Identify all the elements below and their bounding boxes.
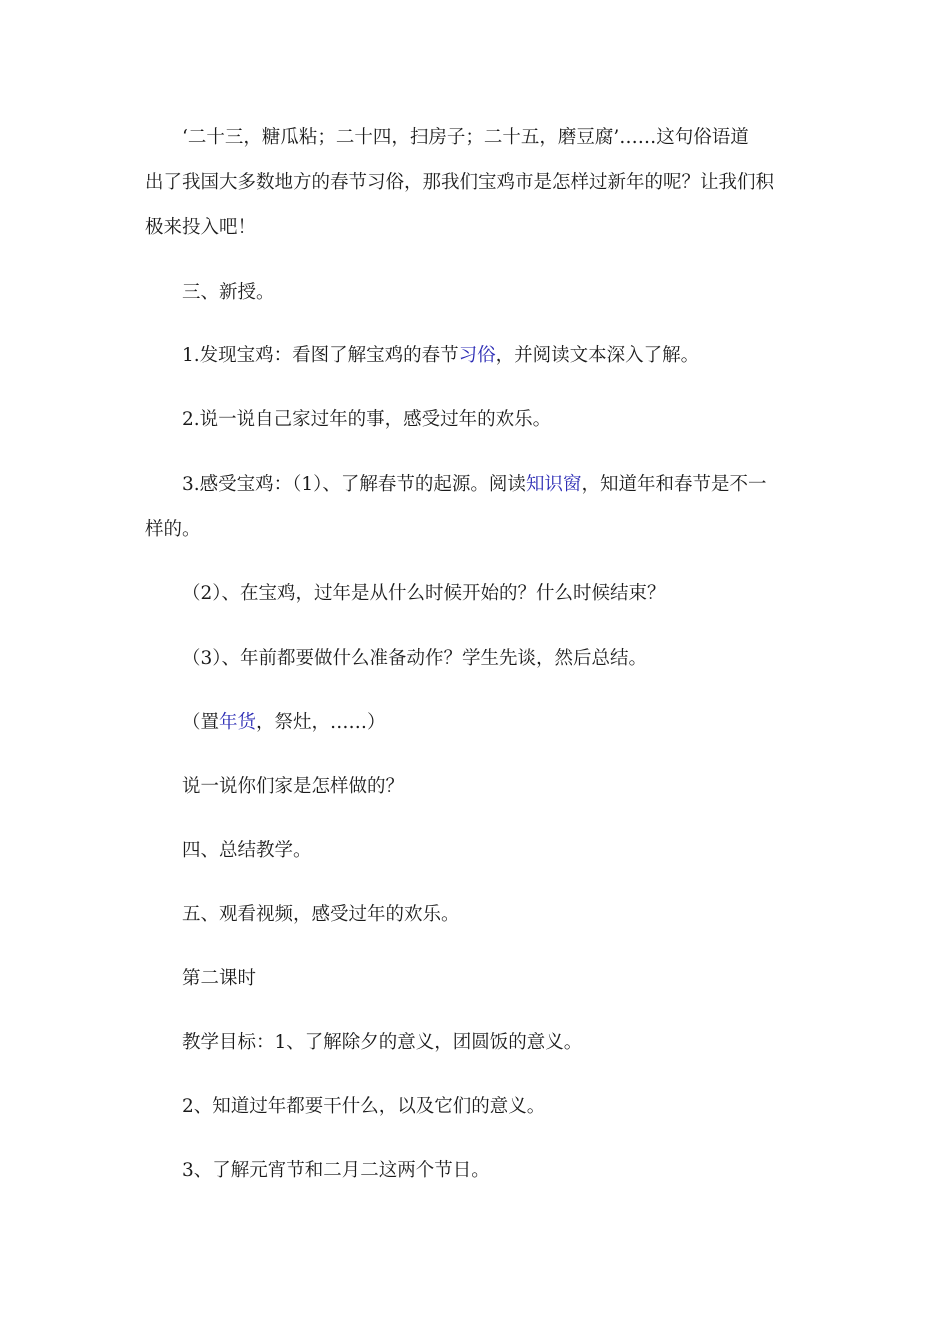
new-year-goods-link[interactable]: 年货 — [219, 712, 257, 733]
teaching-goal-2: 2、知道过年都要干什么，以及它们的意义。 — [182, 1096, 546, 1117]
preparation-note — [182, 700, 847, 745]
item3-continuation: 样的。 — [145, 519, 201, 540]
intro-paragraph — [182, 115, 847, 160]
item-feel-baoji — [182, 462, 847, 507]
item3-text-after: ，知道年和春节是不一 — [581, 474, 767, 495]
intro-line-3: 极来投入吧！ — [145, 217, 257, 238]
item-talk-about-new-year: 2.说一说自己家过年的事，感受过年的欢乐。 — [182, 409, 552, 430]
prep-text-before: （置 — [182, 712, 220, 733]
item1-text-before: 1.发现宝鸡：看图了解宝鸡的春节 — [182, 345, 459, 366]
intro-line-1: ‘二十三，糖瓜粘；二十四，扫房子；二十五，磨豆腐’……这句俗语道 — [182, 127, 749, 148]
teaching-goal-1: 教学目标：1、了解除夕的意义，团圆饭的意义。 — [182, 1032, 583, 1053]
teaching-goal-3: 3、了解元宵节和二月二这两个节日。 — [182, 1160, 490, 1181]
section-watch-video: 五、观看视频，感受过年的欢乐。 — [182, 904, 460, 925]
prep-text-after: ，祭灶，……） — [256, 712, 386, 733]
section-summary: 四、总结教学。 — [182, 840, 312, 861]
sub-item-3: （3）、年前都要做什么准备动作？学生先谈，然后总结。 — [182, 648, 648, 669]
sub-item-2: （2）、在宝鸡，过年是从什么时候开始的？什么时候结束？ — [182, 583, 666, 604]
knowledge-window-link[interactable]: 知识窗 — [525, 474, 582, 495]
item3-text-before: 3.感受宝鸡：（1）、了解春节的起源。阅读 — [182, 474, 526, 495]
section-new-teaching: 三、新授。 — [182, 282, 275, 303]
intro-line-2: 出了我国大多数地方的春节习俗，那我们宝鸡市是怎样过新年的呢？让我们积 — [145, 172, 775, 193]
intro-paragraph-cont — [145, 160, 810, 250]
customs-link[interactable]: 习俗 — [458, 345, 496, 366]
discussion-question: 说一说你们家是怎样做的？ — [182, 776, 405, 797]
lesson-two-heading: 第二课时 — [182, 968, 257, 989]
item-discover-baoji — [182, 333, 847, 378]
item1-text-after: ，并阅读文本深入了解。 — [495, 345, 700, 366]
